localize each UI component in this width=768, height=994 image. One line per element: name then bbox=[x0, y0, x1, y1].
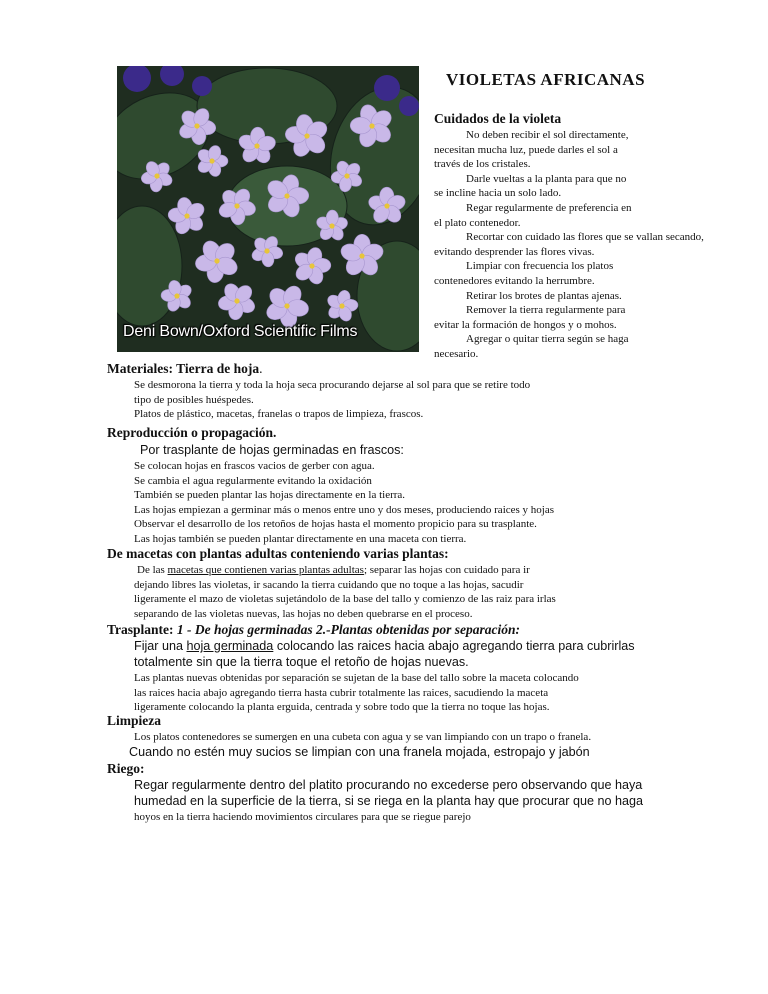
adult-pots-line: separando de las violetas nuevas, las hojas no deben quebrarse en el proceso. bbox=[134, 607, 473, 620]
materials-heading: Materiales: Tierra de hoja. bbox=[107, 361, 263, 376]
care-line: necesitan mucha luz, puede darles el sol a bbox=[434, 143, 618, 156]
care-line: Limpiar con frecuencia los platos bbox=[466, 260, 614, 273]
care-line: se incline hacia un solo lado. bbox=[434, 187, 562, 200]
flower-center bbox=[384, 203, 389, 208]
flower-center bbox=[174, 293, 179, 298]
flower-center bbox=[344, 173, 349, 178]
transplant-line: ligeramente colocando la planta erguida, centrada y sobre todo que la tierra no toque las hojas. bbox=[134, 701, 550, 714]
care-line: Agregar o quitar tierra según se haga bbox=[466, 333, 629, 346]
care-line: necesario. bbox=[434, 348, 479, 360]
cleaning-line: Los platos contenedores se sumergen en una cubeta con agua y se van limpiando con un trapo o franela. bbox=[134, 731, 592, 743]
reproduction-line: Observar el desarrollo de los retoños de hojas hasta el momento propicio para su trasplante. bbox=[134, 518, 537, 531]
reproduction-line: Las hojas empiezan a germinar más o menos entre uno y dos meses, produciendo raices y hojas bbox=[134, 503, 555, 516]
flower-center bbox=[234, 203, 239, 208]
care-line: evitando desprender las flores vivas. bbox=[434, 245, 595, 258]
flower-center bbox=[264, 248, 269, 253]
care-line: través de los cristales. bbox=[434, 158, 531, 171]
transplant-line: totalmente sin que la tierra toque el retoño de hojas nuevas. bbox=[134, 655, 469, 669]
reproduction-line: Se cambia el agua regularmente evitando la oxidación bbox=[134, 474, 372, 487]
adult-pots-line: dejando libres las violetas, ir sacando la tierra cuidando que no toque a las hojas, sacudir bbox=[134, 578, 524, 591]
flower-center bbox=[154, 173, 159, 178]
cleaning-heading: Limpieza bbox=[107, 713, 161, 728]
care-line: Retirar los brotes de plantas ajenas. bbox=[466, 289, 622, 302]
flower-center bbox=[369, 123, 374, 128]
flower-center bbox=[209, 158, 214, 163]
adult-pots-heading: De macetas con plantas adultas conteniendo varias plantas: bbox=[107, 546, 449, 561]
violet-photo bbox=[117, 66, 419, 352]
transplant-line: Las plantas nuevas obtenidas por separación se sujetan de la base del tallo sobre la maceta colocando bbox=[134, 672, 579, 684]
reproduction-line: Las hojas también se pueden plantar directamente en una maceta con tierra. bbox=[134, 533, 467, 545]
care-line: el plato contenedor. bbox=[434, 216, 521, 229]
care-line: Remover la tierra regularmente para bbox=[466, 304, 626, 317]
flower-center bbox=[309, 263, 314, 268]
flower-center bbox=[214, 258, 219, 263]
adult-pots-line: De las macetas que contienen varias plantas adultas; separar las hojas con cuidado para ir bbox=[137, 564, 530, 576]
transplant-heading: Trasplante: 1 - De hojas germinadas 2.-Plantas obtenidas por separación: bbox=[107, 622, 521, 637]
flower-center bbox=[339, 303, 344, 308]
care-line: Darle vueltas a la planta para que no bbox=[466, 172, 627, 185]
watering-heading: Riego: bbox=[107, 761, 145, 776]
flower-center bbox=[359, 253, 364, 258]
care-line: contenedores evitando la herrumbre. bbox=[434, 275, 595, 287]
materials-line: tipo de posibles huéspedes. bbox=[134, 393, 254, 406]
care-line: No deben recibir el sol directamente, bbox=[466, 129, 629, 141]
care-heading: Cuidados de la violeta bbox=[434, 111, 562, 126]
care-line: evitar la formación de hongos y o mohos. bbox=[434, 318, 617, 331]
materials-line: Platos de plástico, macetas, franelas o trapos de limpieza, frascos. bbox=[134, 408, 424, 421]
flower-center bbox=[184, 213, 189, 218]
reproduction-line: También se pueden plantar las hojas directamente en la tierra. bbox=[134, 489, 406, 502]
care-line: Recortar con cuidado las flores que se vallan secando, bbox=[466, 231, 704, 244]
cleaning-line: Cuando no estén muy sucios se limpian con una franela mojada, estropajo y jabón bbox=[129, 745, 590, 759]
transplant-line: las raices hacia abajo agregando tierra hasta cubrir totalmente las raices, sacudiendo la maceta bbox=[134, 686, 549, 699]
violet-illustration bbox=[117, 66, 419, 352]
flower-center bbox=[254, 143, 259, 148]
reproduction-line: Se colocan hojas en frascos vacios de gerber con agua. bbox=[134, 460, 375, 472]
page-title: VIOLETAS AFRICANAS bbox=[446, 70, 646, 89]
flower-center bbox=[194, 123, 199, 128]
watering-line: hoyos en la tierra haciendo movimientos circulares para que se riegue parejo bbox=[134, 811, 471, 823]
materials-line: Se desmorona la tierra y toda la hoja seca procurando dejarse al sol para que se retire todo bbox=[134, 379, 531, 391]
watering-line: Regar regularmente dentro del platito procurando no excederse pero observando que haya bbox=[134, 778, 643, 792]
transplant-line: Fijar una hoja germinada colocando las raices hacia abajo agregando tierra para cubrirlas bbox=[134, 639, 635, 653]
flower-center bbox=[234, 298, 239, 303]
reproduction-heading: Reproducción o propagación. bbox=[107, 425, 277, 440]
flower-center bbox=[284, 303, 289, 308]
flower-center bbox=[329, 223, 334, 228]
care-line: Regar regularmente de preferencia en bbox=[466, 202, 632, 214]
watering-line: humedad en la superficie de la tierra, si se riega en la planta hay que procurar que no haga bbox=[134, 794, 643, 808]
adult-pots-line: ligeramente el mazo de violetas sujetándolo de la base del tallo y comienzo de las raiz para irlas bbox=[134, 593, 556, 606]
flower-center bbox=[304, 133, 309, 138]
photo-credit: Deni Bown/Oxford Scientific Films bbox=[123, 323, 358, 340]
reproduction-intro: Por trasplante de hojas germinadas en frascos: bbox=[140, 443, 404, 457]
flower-center bbox=[284, 193, 289, 198]
